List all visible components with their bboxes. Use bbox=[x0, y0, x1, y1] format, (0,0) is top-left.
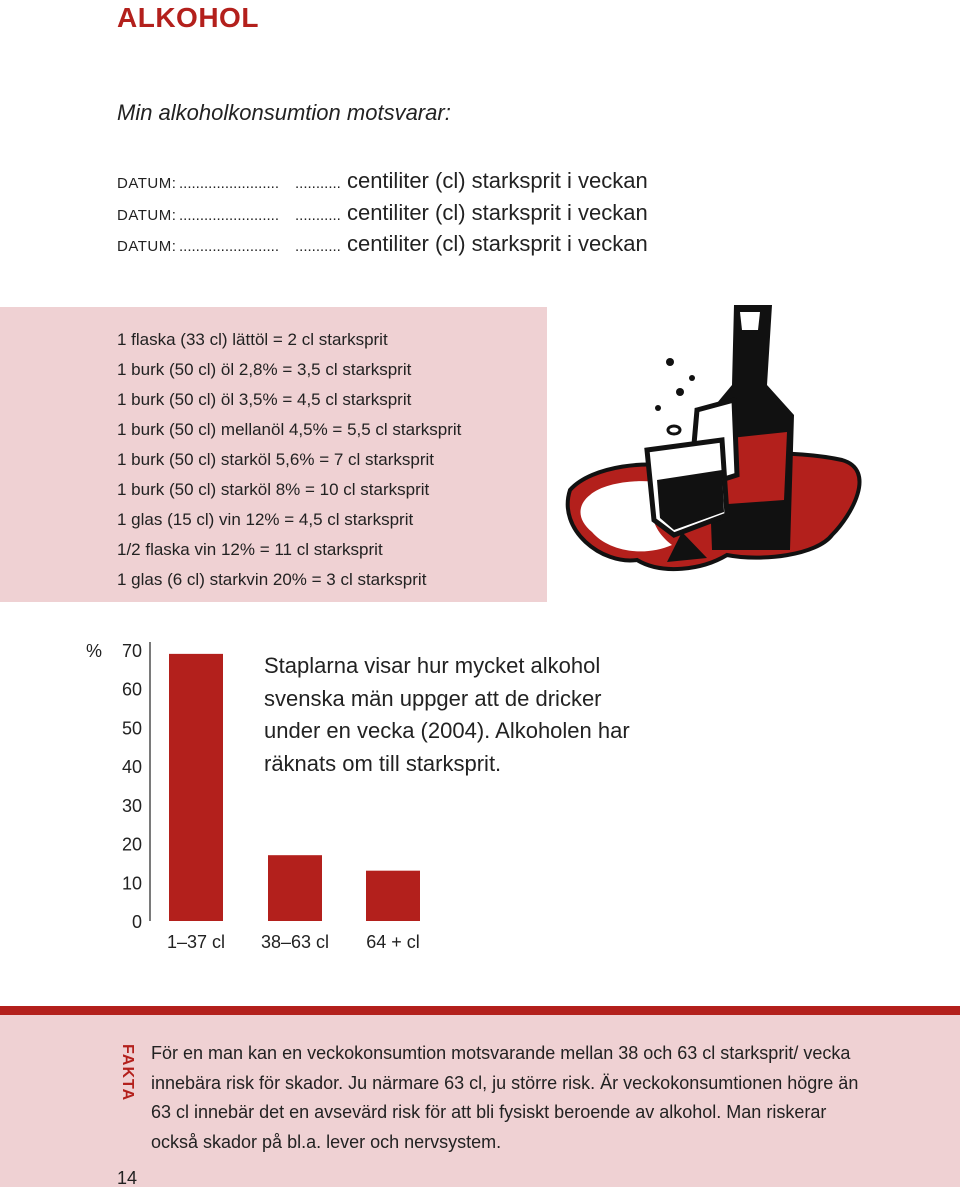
datum-row bbox=[117, 168, 648, 198]
bottle-glass-illustration bbox=[562, 300, 960, 610]
list-item: 1 burk (50 cl) öl 3,5% = 4,5 cl starksprit bbox=[117, 390, 412, 409]
y-tick-label: 0 bbox=[131, 912, 142, 932]
datum-label: DATUM: bbox=[117, 238, 177, 255]
list-item: 1 burk (50 cl) starköl 5,6% = 7 cl starksprit bbox=[117, 450, 434, 469]
conversion-list bbox=[117, 325, 461, 595]
x-tick-label: 38–63 cl bbox=[260, 932, 330, 952]
datum-date-blank[interactable]: ........................ bbox=[179, 175, 280, 192]
fakta-divider bbox=[0, 1006, 960, 1015]
datum-date-blank[interactable]: ........................ bbox=[179, 207, 280, 224]
list-item: 1 glas (15 cl) vin 12% = 4,5 cl starksprit bbox=[117, 510, 414, 529]
y-tick-label: 20 bbox=[121, 834, 142, 855]
bar bbox=[268, 855, 322, 921]
page-number: 14 bbox=[117, 1168, 138, 1188]
datum-label: DATUM: bbox=[117, 175, 177, 192]
datum-row bbox=[117, 200, 648, 230]
datum-date-blank[interactable]: ........................ bbox=[179, 238, 280, 255]
fakta-text: För en man kan en veckokonsumtion motsvarande mellan 38 och 63 cl starksprit/ vecka innebära risk för skador. Ju närmare 63 cl, ju större risk. Är veckokonsumtionen högre än 63 cl innebär det en avsevärd risk för att bli fysiskt beroende av alkohol. Man riskerar också skador på bl.a. lever och nervsystem. bbox=[151, 1043, 859, 1152]
datum-amount-blank[interactable]: ........... bbox=[295, 207, 341, 224]
x-tick-label: 1–37 cl bbox=[166, 932, 226, 952]
datum-text: centiliter (cl) starksprit i veckan bbox=[340, 168, 648, 193]
y-tick-label: 40 bbox=[121, 757, 142, 778]
list-item: 1 burk (50 cl) mellanöl 4,5% = 5,5 cl starksprit bbox=[117, 420, 462, 439]
list-item: 1 glas (6 cl) starkvin 20% = 3 cl starksprit bbox=[117, 570, 427, 589]
x-tick-label: 64 + cl bbox=[366, 932, 420, 952]
y-tick-label: 60 bbox=[121, 679, 142, 700]
datum-label: DATUM: bbox=[117, 207, 177, 224]
datum-text: centiliter (cl) starksprit i veckan bbox=[340, 200, 648, 225]
datum-row bbox=[117, 231, 648, 261]
chart-caption: Staplarna visar hur mycket alkohol svenska män uppger att de dricker under en vecka (2004). Alkoholen har räknats om till starksprit. bbox=[264, 653, 630, 776]
datum-amount-blank[interactable]: ........... bbox=[295, 175, 341, 192]
list-item: 1 burk (50 cl) öl 2,8% = 3,5 cl starksprit bbox=[117, 360, 412, 379]
list-item: 1/2 flaska vin 12% = 11 cl starksprit bbox=[117, 540, 383, 559]
y-tick-label: 30 bbox=[121, 795, 142, 816]
subtitle: Min alkoholkonsumtion motsvarar: bbox=[117, 100, 451, 125]
y-axis-label: % bbox=[85, 641, 102, 661]
page-title: ALKOHOL bbox=[117, 2, 259, 33]
bar bbox=[169, 654, 223, 921]
bar bbox=[366, 871, 420, 921]
y-tick-label: 70 bbox=[121, 641, 142, 661]
fakta-label: FAKTA bbox=[119, 1044, 136, 1102]
datum-text: centiliter (cl) starksprit i veckan bbox=[340, 231, 648, 256]
list-item: 1 burk (50 cl) starköl 8% = 10 cl starksprit bbox=[117, 480, 430, 499]
conversion-panel bbox=[0, 307, 547, 602]
y-tick-label: 50 bbox=[121, 718, 142, 739]
datum-amount-blank[interactable]: ........... bbox=[295, 238, 341, 255]
y-tick-label: 10 bbox=[121, 873, 142, 894]
list-item: 1 flaska (33 cl) lättöl = 2 cl starksprit bbox=[117, 330, 388, 349]
